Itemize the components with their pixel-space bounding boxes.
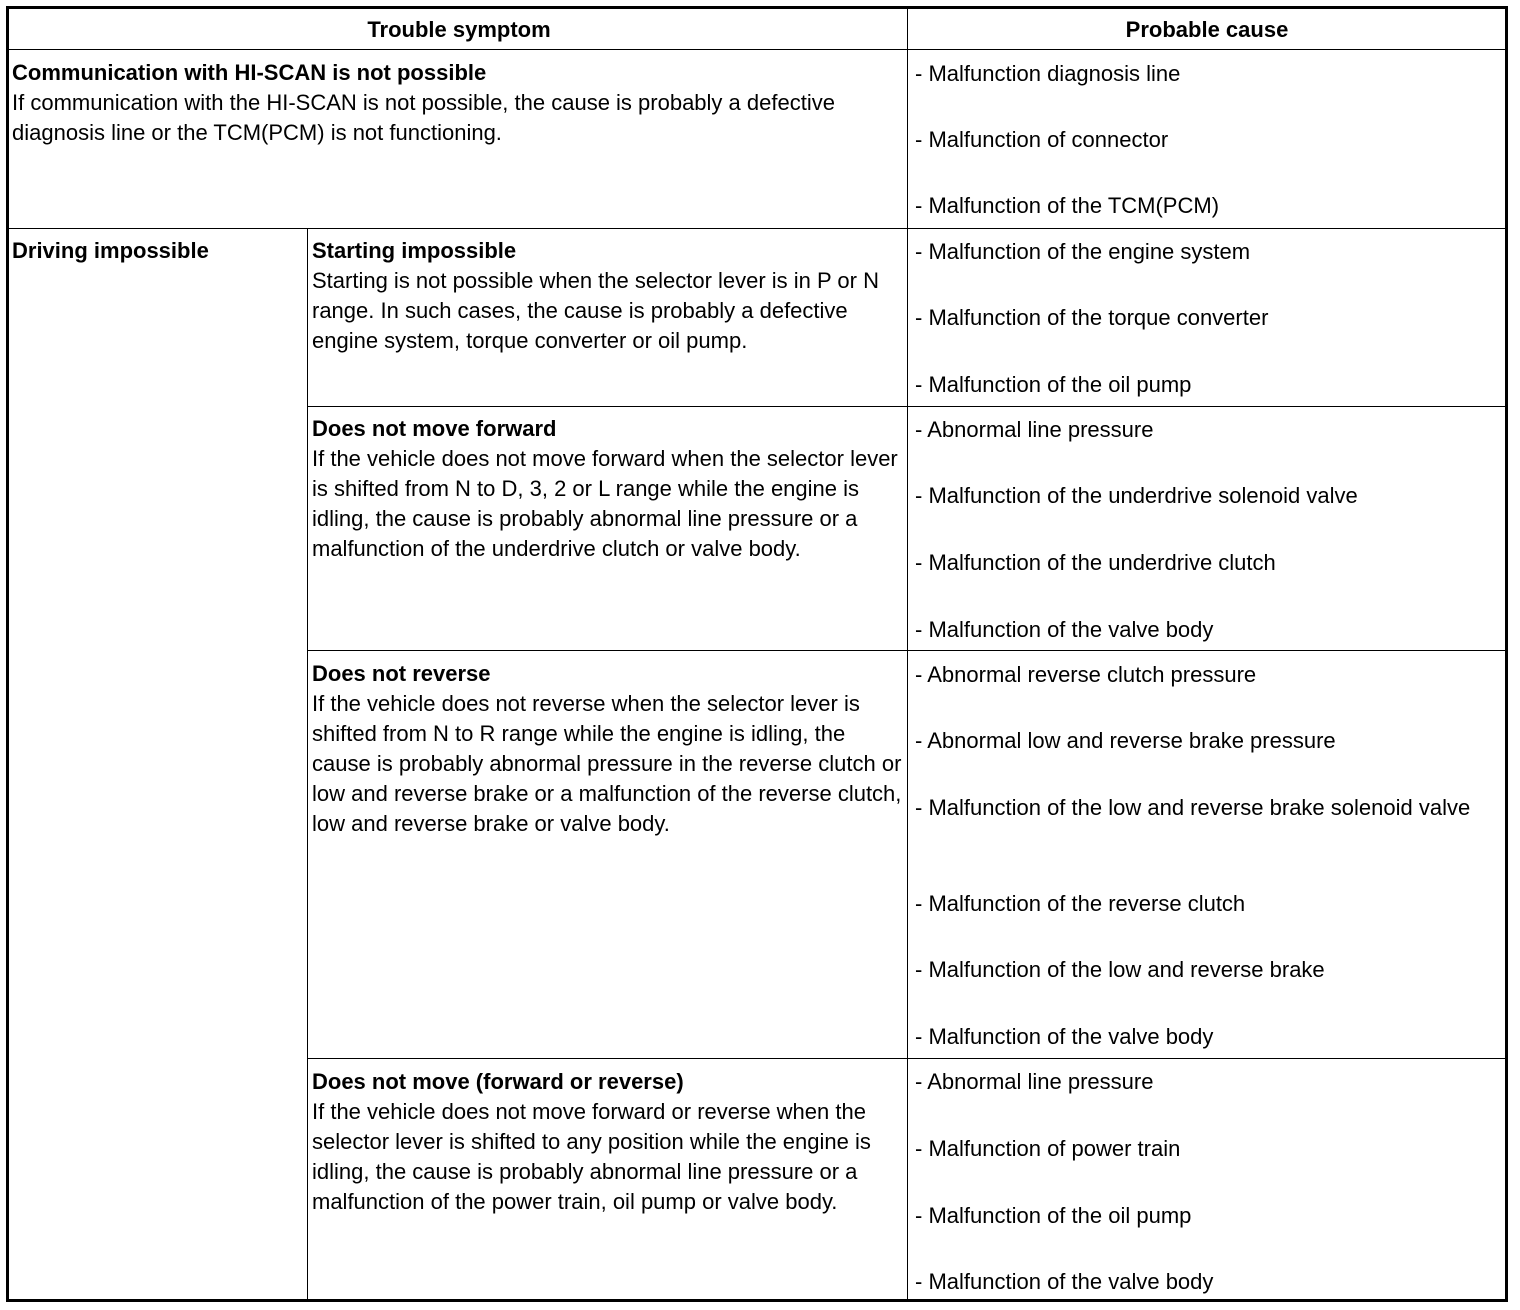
symptom-title: Communication with HI-SCAN is not possible — [12, 60, 487, 85]
cause-item: - Malfunction of the oil pump — [915, 1203, 1192, 1228]
cause-item: - Malfunction diagnosis line — [915, 61, 1181, 86]
header-probable-cause: Probable cause — [1125, 17, 1289, 42]
group-label: Driving impossible — [12, 238, 209, 263]
cause-item: - Malfunction of the reverse clutch — [915, 891, 1246, 916]
cause-item: - Abnormal reverse clutch pressure — [915, 662, 1257, 687]
symptom-cell — [312, 414, 902, 564]
cause-item: - Abnormal low and reverse brake pressure — [915, 728, 1336, 753]
cause-item: - Malfunction of the oil pump — [915, 372, 1192, 397]
symptom-description: If communication with the HI-SCAN is not possible, the cause is probably a defective diagnosis line or the TCM(PCM) is not functioning. — [12, 90, 835, 145]
symptom-cell — [312, 236, 902, 356]
cause-item: - Malfunction of connector — [915, 127, 1169, 152]
cause-item: - Abnormal line pressure — [915, 1069, 1154, 1094]
cause-item: - Abnormal line pressure — [915, 417, 1154, 442]
symptom-title: Does not move forward — [312, 416, 557, 441]
cause-item: - Malfunction of the torque converter — [915, 305, 1269, 330]
row-divider — [307, 406, 1505, 407]
cause-item: - Malfunction of the valve body — [915, 1269, 1214, 1294]
row-divider — [9, 228, 1505, 229]
symptom-description: If the vehicle does not reverse when the selector lever is shifted from N to R range while the engine is idling, the cause is probably abnormal pressure in the reverse clutch or low and reverse brake or a malfunction of the reverse clutch, low and reverse brake or valve body. — [312, 691, 902, 836]
header-divider — [9, 49, 1505, 50]
header-trouble-symptom: Trouble symptom — [367, 17, 551, 42]
cause-item: - Malfunction of the TCM(PCM) — [915, 193, 1220, 218]
row-divider — [307, 650, 1505, 651]
row-divider — [307, 1058, 1505, 1059]
symptom-title: Does not move (forward or reverse) — [312, 1069, 684, 1094]
cause-item: - Malfunction of power train — [915, 1136, 1181, 1161]
symptom-title: Starting impossible — [312, 238, 517, 263]
symptom-cell — [312, 659, 902, 839]
cause-item: - Malfunction of the underdrive clutch — [915, 550, 1276, 575]
symptom-title: Does not reverse — [312, 661, 491, 686]
trouble-table — [6, 6, 1508, 1302]
symptom-description: If the vehicle does not move forward when the selector lever is shifted from N to D, 3, 2 or L range while the engine is idling, the cause is probably abnormal line pressure or a malfunction of the underdrive clutch or valve body. — [312, 446, 898, 561]
cause-item: - Malfunction of the low and reverse brake — [915, 957, 1325, 982]
symptom-cell — [312, 1067, 902, 1217]
column-divider — [907, 9, 908, 1299]
cause-item: - Malfunction of the engine system — [915, 239, 1251, 264]
cause-item: - Malfunction of the valve body — [915, 1024, 1214, 1049]
group-divider — [307, 229, 308, 1299]
cause-item: - Malfunction of the underdrive solenoid valve — [915, 483, 1358, 508]
symptom-description: Starting is not possible when the selector lever is in P or N range. In such cases, the cause is probably a defective engine system, torque converter or oil pump. — [312, 268, 879, 353]
symptom-cell — [12, 58, 892, 148]
cause-item: - Malfunction of the valve body — [915, 617, 1214, 642]
symptom-description: If the vehicle does not move forward or reverse when the selector lever is shifted to any position while the engine is idling, the cause is probably abnormal line pressure or a malfunction of the power train, oil pump or valve body. — [312, 1099, 871, 1214]
cause-item: - Malfunction of the low and reverse brake solenoid valve — [915, 795, 1471, 820]
